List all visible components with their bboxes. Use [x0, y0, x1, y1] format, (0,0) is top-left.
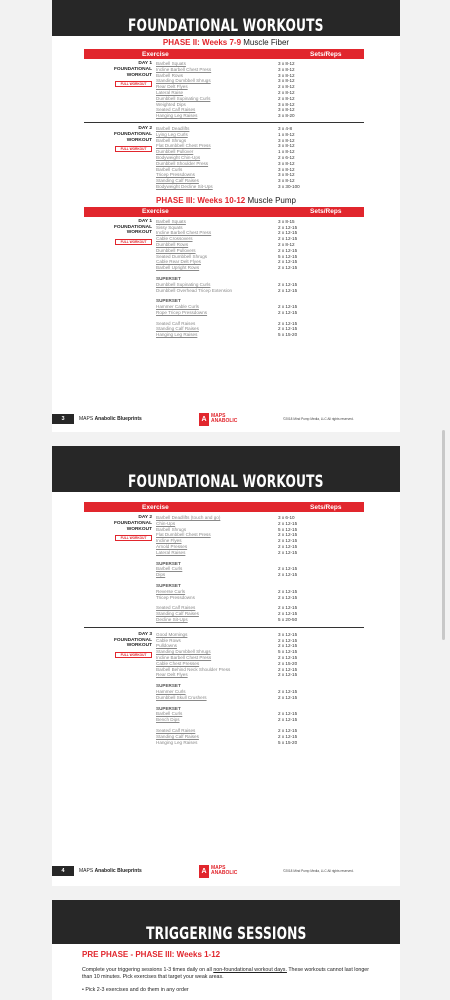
document-page-4: [52, 446, 400, 886]
sets-reps: 2 x 12-15: [278, 287, 298, 293]
sets-reps: 2 x 12-15: [278, 733, 298, 739]
sets-reps: 2 x 12-15: [278, 532, 298, 538]
sets-reps: 2 x 12-15: [278, 672, 298, 678]
day-label: [84, 632, 152, 649]
exercise-link[interactable]: Barbell Deadlifts (touch and go): [156, 515, 221, 520]
exercise-link[interactable]: Standing Dumbbell Shrugs: [156, 78, 211, 84]
copyright: ©2018 Mind Pump Media, LLC All rights reserved.: [283, 417, 354, 421]
sets-reps: 2 x 12-15: [278, 538, 298, 544]
exercise-link[interactable]: Cable Crossovers: [156, 236, 193, 242]
section-divider: [84, 122, 364, 123]
sets-reps: 2 x 12-15: [278, 543, 298, 549]
logo-line-2: ANABOLIC: [211, 870, 238, 876]
sets-reps: 5 x 12-15: [278, 253, 298, 259]
brand-prefix: MAPS: [79, 868, 95, 874]
sets-reps: 3 x 8-12: [278, 66, 295, 72]
sets-reps: 2 x 12-15: [278, 566, 298, 572]
sets-reps: 5 x 15-20: [278, 332, 298, 338]
sets-reps: 3 x 8-12: [278, 72, 295, 78]
exercise-link[interactable]: Tricep Pressdowns: [156, 172, 195, 178]
exercise-link[interactable]: Incline Barbell Chest Press: [156, 654, 212, 660]
footer-brand: [79, 868, 199, 874]
column-sets-reps: Sets/Reps: [310, 50, 342, 58]
full-workout-button[interactable]: FULL WORKOUT: [115, 535, 152, 541]
sets-reps: 5 x 15-20: [278, 739, 298, 745]
exercise-link[interactable]: Arnold Presses: [156, 543, 188, 549]
sets-reps: 2 x 8-12: [278, 84, 295, 90]
sets-reps: 2 x 12-15: [278, 611, 298, 617]
sets-reps: 1 x 8-12: [278, 149, 295, 155]
exercise-list: [156, 632, 364, 746]
sets-reps: 2 x 12-15: [278, 717, 298, 723]
exercise-link[interactable]: Reverse Curls: [156, 588, 186, 594]
bullet-item: • Pick 2-3 exercises and do them in any order: [82, 987, 189, 993]
sets-reps: 2 x 12-15: [278, 694, 298, 700]
day-block: [84, 632, 364, 746]
exercise-link[interactable]: Dumbbell Supinating Curls: [156, 281, 211, 287]
logo-mark: A: [199, 865, 209, 878]
exercise-link[interactable]: Barbell Curls: [156, 711, 183, 717]
exercise-link[interactable]: Rope Tricep Pressdowns: [156, 309, 208, 315]
table-row: [156, 617, 364, 623]
exercise-link[interactable]: Pulldowns: [156, 643, 177, 649]
table-header: [84, 502, 364, 512]
exercise-link[interactable]: Flat Dumbbell Chest Press: [156, 143, 211, 149]
exercise-link[interactable]: Lateral Raise: [156, 89, 184, 95]
phase-heading: [52, 36, 400, 49]
phase-label: PRE PHASE - PHASE III: Weeks 1-12: [82, 950, 221, 959]
exercise-link[interactable]: Cable Chest Presses: [156, 660, 200, 666]
intro-text: Complete your triggering sessions 1-3 times daily on all: [82, 967, 214, 973]
exercise-link[interactable]: Bench Dips: [156, 717, 180, 723]
page-banner: [52, 900, 400, 944]
sets-reps: 2 x 12-15: [278, 304, 298, 310]
day-label-line: WORKOUT: [126, 72, 152, 78]
exercise-link[interactable]: Standing Calf Raises: [156, 733, 199, 739]
exercise-link[interactable]: Lateral Raises: [156, 549, 186, 555]
exercise-link[interactable]: Weighted Dips: [156, 101, 186, 107]
phase-heading: [52, 948, 400, 961]
column-exercise: Exercise: [142, 50, 169, 58]
day-label-line: DAY 1: [138, 218, 152, 224]
sets-reps: 5 x 12-15: [278, 526, 298, 532]
sets-reps: 3 x 4-8: [278, 125, 293, 131]
exercise-link[interactable]: Barbell Upright Rows: [156, 265, 200, 271]
exercise-link[interactable]: Rear Delt Flyes: [156, 84, 188, 90]
sets-reps: 2 x 12-15: [278, 643, 298, 649]
sets-reps: 2 x 12-15: [278, 265, 298, 271]
day-block: [84, 61, 364, 119]
sets-reps: 2 x 12-15: [278, 309, 298, 315]
page-footer: [52, 864, 400, 878]
sets-reps: 3 x 8-12: [278, 101, 295, 107]
scrollbar-thumb[interactable]: [442, 430, 445, 640]
day-label-line: FOUNDATIONAL: [113, 131, 152, 137]
exercise-link[interactable]: Standing Calf Raises: [156, 611, 199, 617]
sets-reps: 3 x 8-12: [278, 107, 295, 113]
exercise-link[interactable]: Flat Dumbbell Chest Press: [156, 532, 211, 538]
document-page-5: [52, 900, 400, 1000]
day-label-line: DAY 3: [138, 631, 152, 637]
day-label-line: FOUNDATIONAL: [113, 520, 152, 526]
sets-reps: 3 x 8-12: [278, 78, 295, 84]
sets-reps: 3 x 8-12: [278, 160, 295, 166]
copyright: ©2018 Mind Pump Media, LLC All rights reserved.: [283, 869, 354, 873]
table-row: [156, 184, 364, 190]
logo-line-2: ANABOLIC: [211, 418, 238, 424]
sets-reps: 2 x 8-12: [278, 89, 295, 95]
maps-anabolic-logo: [199, 412, 251, 426]
page-footer: [52, 412, 400, 426]
sets-reps: 3 x 8-15: [278, 218, 295, 224]
page-number: 4: [52, 866, 74, 876]
exercise-link[interactable]: Hammer Curls: [156, 688, 186, 694]
sets-reps: 2 x 12-15: [278, 520, 298, 526]
exercise-link[interactable]: Seated Calf Raises: [156, 320, 196, 326]
brand-name: Anabolic Blueprints: [94, 868, 142, 874]
exercise-link[interactable]: Dumbbell Supinating Curls: [156, 95, 211, 101]
exercise-link[interactable]: Seated Dumbbell Shrugs: [156, 253, 208, 259]
table-row: [156, 113, 364, 119]
intro-link[interactable]: non-foundational workout days.: [213, 967, 287, 973]
day-label: [84, 515, 152, 532]
sets-reps: 2 x 12-15: [278, 637, 298, 643]
column-sets-reps: Sets/Reps: [310, 503, 342, 511]
exercise-link[interactable]: Hanging Leg Raises: [156, 739, 198, 745]
exercise-link[interactable]: Hanging Leg Raises: [156, 332, 198, 338]
day-label-line: FOUNDATIONAL: [113, 66, 152, 72]
exercise-link[interactable]: Barbell Shrugs: [156, 526, 187, 532]
table-row: [156, 740, 364, 746]
sets-reps: 2 x 12-15: [278, 727, 298, 733]
sets-reps: 3 x 8-12: [278, 137, 295, 143]
full-workout-button[interactable]: FULL WORKOUT: [115, 652, 152, 658]
sets-reps: 2 x 12-15: [278, 572, 298, 578]
day-label-line: WORKOUT: [126, 230, 152, 236]
exercise-link[interactable]: Dumbbell Overhead Tricep Extension: [156, 287, 233, 293]
sets-reps: 2 x 12-15: [278, 654, 298, 660]
exercise-link[interactable]: Standing Dumbbell Shrugs: [156, 649, 211, 655]
phase-label: PHASE II: Weeks 7-9: [162, 38, 242, 47]
sets-reps: 2 x 8-12: [278, 95, 295, 101]
sets-reps: 3 x 12-15: [278, 631, 298, 637]
sets-reps: 2 x 12-15: [278, 259, 298, 265]
sets-reps: 3 x 8-12: [278, 178, 295, 184]
exercise-link[interactable]: Seated Calf Raises: [156, 727, 196, 733]
sets-reps: 2 x 8-12: [278, 241, 295, 247]
page-banner: [52, 446, 400, 492]
exercise-link[interactable]: Hanging Leg Raises: [156, 113, 198, 119]
exercise-link[interactable]: Lying Leg Curls: [156, 131, 188, 137]
brand-prefix: MAPS: [79, 416, 95, 422]
sets-reps: 2 x 12-15: [278, 247, 298, 253]
intro-text-rest: These workouts cannot last longer than 10 minutes. Pick exercises that target your weak areas.: [82, 967, 369, 980]
exercise-list: [156, 515, 364, 623]
day-label-line: DAY 2: [138, 125, 152, 131]
sets-reps: 5 x 12-15: [278, 649, 298, 655]
exercise-link[interactable]: Decline Sit-Ups: [156, 616, 188, 622]
full-workout-button[interactable]: FULL WORKOUT: [115, 81, 152, 87]
exercise-link[interactable]: Chin-Ups: [156, 520, 176, 526]
document-page-3: [52, 0, 400, 432]
column-exercise: Exercise: [142, 208, 169, 216]
maps-anabolic-logo: [199, 864, 251, 878]
phase-subtitle: Muscle Pump: [247, 195, 296, 205]
brand-name: Anabolic Blueprints: [94, 416, 142, 422]
exercise-link[interactable]: Barbell Squats: [156, 61, 186, 66]
exercise-link[interactable]: Cable Rear Delt Flyes: [156, 259, 201, 265]
sets-reps: 2 x 6-12: [278, 154, 295, 160]
exercise-link[interactable]: Bodyweight Decline Sit-Ups: [156, 183, 213, 189]
superset-label: SUPERSET: [156, 298, 181, 304]
phase-heading: [52, 194, 400, 207]
sets-reps: 2 x 12-15: [278, 594, 298, 600]
exercise-link[interactable]: Dumbbell Pullover: [156, 149, 194, 155]
exercise-link[interactable]: Barbell Behind Neck Shoulder Press: [156, 666, 231, 672]
banner-title: TRIGGERING SESSIONS: [145, 924, 307, 944]
exercise-link[interactable]: Sissy Squats: [156, 224, 183, 230]
exercise-link[interactable]: Dumbbell Shoulder Press: [156, 160, 209, 166]
sets-reps: 2 x 12-15: [278, 320, 298, 326]
exercise-link[interactable]: Seated Calf Raises: [156, 107, 196, 113]
sets-reps: 2 x 12-15: [278, 711, 298, 717]
exercise-link[interactable]: Barbell Curls: [156, 566, 183, 572]
sets-reps: 2 x 12-15: [278, 588, 298, 594]
exercise-link[interactable]: Incline Barbell Chest Press: [156, 66, 212, 72]
sets-reps: 2 x 12-15: [278, 605, 298, 611]
exercise-link[interactable]: Incline Barbell Chest Press: [156, 230, 212, 236]
table-header: [84, 207, 364, 217]
phase-label: PHASE III: Weeks 10-12: [156, 195, 246, 205]
section-divider: [84, 627, 364, 628]
banner-title: FOUNDATIONAL WORKOUTS: [128, 16, 324, 36]
exercise-link[interactable]: Barbell Squats: [156, 218, 186, 224]
sets-reps: 5 x 20-50: [278, 616, 298, 622]
exercise-list: [156, 219, 364, 338]
exercise-link[interactable]: Bodyweight Chin-Ups: [156, 154, 201, 160]
sets-reps: 2 x 12-15: [278, 666, 298, 672]
phase-subtitle: Muscle Fiber: [243, 38, 290, 47]
sets-reps: 2 x 12-15: [278, 549, 298, 555]
footer-brand: [79, 416, 199, 422]
exercise-link[interactable]: Standing Calf Raises: [156, 326, 199, 332]
day-label: [84, 126, 152, 143]
day-label-line: FOUNDATIONAL: [113, 637, 152, 643]
day-label-line: WORKOUT: [126, 526, 152, 532]
exercise-link[interactable]: Barbell Curls: [156, 166, 183, 172]
intro-paragraph: [82, 967, 372, 981]
superset-label: SUPERSET: [156, 560, 181, 566]
sets-reps: 3 x 8-12: [278, 172, 295, 178]
superset-label: SUPERSET: [156, 683, 181, 689]
logo-line-1: MAPS: [211, 412, 226, 419]
column-sets-reps: Sets/Reps: [310, 208, 342, 216]
exercise-link[interactable]: Seated Calf Raises: [156, 605, 196, 611]
logo-line-1: MAPS: [211, 864, 226, 871]
exercise-link[interactable]: Cable Rows: [156, 637, 181, 643]
sets-reps: 3 x 6-10: [278, 515, 295, 520]
exercise-link[interactable]: Dips: [156, 572, 166, 578]
exercise-link[interactable]: Dumbbell Pullovers: [156, 247, 196, 253]
exercise-link[interactable]: Barbell Deadlifts: [156, 125, 190, 131]
exercise-link[interactable]: Dumbbell Rows: [156, 241, 189, 247]
day-block: [84, 126, 364, 190]
page-number: 3: [52, 414, 74, 424]
sets-reps: 1 x 8-12: [278, 131, 295, 137]
day-block: [84, 515, 364, 623]
exercise-link[interactable]: Barbell Shrugs: [156, 137, 187, 143]
sets-reps: 3 x 8-12: [278, 61, 295, 66]
sets-reps: 3 x 8-20: [278, 113, 295, 119]
banner-title: FOUNDATIONAL WORKOUTS: [128, 472, 324, 492]
exercise-list: [156, 126, 364, 190]
day-label: [84, 219, 152, 236]
page-banner: [52, 0, 400, 36]
sets-reps: 3 x 8-12: [278, 143, 295, 149]
superset-label: SUPERSET: [156, 275, 181, 281]
table-header: [84, 49, 364, 59]
day-label-line: WORKOUT: [126, 137, 152, 143]
day-label-line: WORKOUT: [126, 643, 152, 649]
sets-reps: 2 x 12-15: [278, 281, 298, 287]
exercise-list: [156, 61, 364, 119]
sets-reps: 2 x 12-15: [278, 224, 298, 230]
full-workout-button[interactable]: FULL WORKOUT: [115, 146, 152, 152]
sets-reps: 3 x 8-12: [278, 166, 295, 172]
exercise-link[interactable]: Hammer Cable Curls: [156, 304, 199, 310]
full-workout-button[interactable]: FULL WORKOUT: [115, 239, 152, 245]
exercise-link[interactable]: Rear Delt Flyes: [156, 672, 188, 678]
sets-reps: 2 x 12-15: [278, 326, 298, 332]
table-row: [156, 332, 364, 338]
day-label-line: DAY 1: [138, 61, 152, 66]
sets-reps: 2 x 15-20: [278, 660, 298, 666]
superset-label: SUPERSET: [156, 582, 181, 588]
day-label: [84, 61, 152, 78]
column-exercise: Exercise: [142, 503, 169, 511]
exercise-link[interactable]: Standing Calf Raises: [156, 178, 199, 184]
sets-reps: 2 x 12-15: [278, 230, 298, 236]
exercise-link[interactable]: Dumbbell Skull Crushers: [156, 694, 207, 700]
sets-reps: 3 x 30-100: [278, 183, 300, 189]
superset-label: SUPERSET: [156, 705, 181, 711]
exercise-link[interactable]: Good Mornings: [156, 631, 188, 637]
day-label-line: DAY 2: [138, 515, 152, 520]
exercise-link[interactable]: Tricep Pressdowns: [156, 594, 195, 600]
sets-reps: 2 x 12-15: [278, 688, 298, 694]
day-label-line: FOUNDATIONAL: [113, 224, 152, 230]
sets-reps: 2 x 12-15: [278, 236, 298, 242]
logo-mark: A: [199, 413, 209, 426]
day-block: [84, 219, 364, 338]
exercise-link[interactable]: Barbell Rows: [156, 72, 184, 78]
exercise-link[interactable]: Incline Flyes: [156, 538, 182, 544]
